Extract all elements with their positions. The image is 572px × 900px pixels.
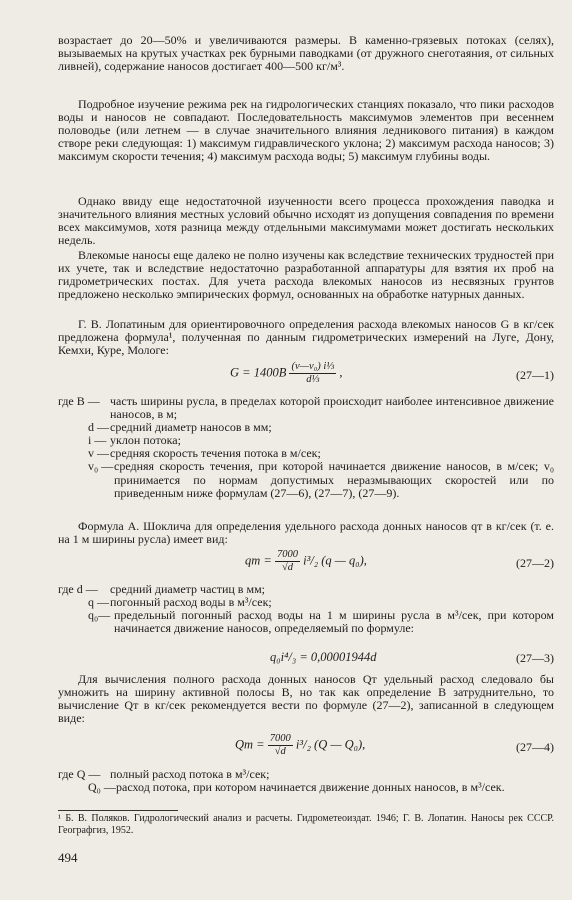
definition-item: где d — средний диаметр частиц в мм; (58, 582, 265, 596)
formula-rhs: i³/₂ (Q — Q₀), (295, 737, 366, 752)
paragraph-3: Однако ввиду еще недостаточной изученности всего процесса прохождения паводка и значительного влияния местных условий обычно исходят из допущения совпадения по времени всех максимумов, хотя разница между отдельными максимумами может достигать нескольких недель. (58, 194, 554, 248)
paragraph-2: Подробное изучение режима рек на гидрологических станциях показало, что пики расходов воды и наносов не совпадают. Последовательность максимумов элементов при весеннем половодье (или летнем — в случае значительного влияния ледникового питания) в каждом створе реки следующая: 1) максимум гидравлического уклона; 2) максимум расхода наносов; 3) максимум скорости течения; 4) максимум расхода воды; 5) максимум глубины воды. (58, 97, 554, 164)
definition-item: где Q — полный расход потока в м³/сек; (58, 767, 270, 781)
formula-lhs: qт = (245, 553, 272, 568)
formula-denominator: √d (281, 562, 293, 573)
formula-lhs: Qт = (235, 737, 265, 752)
footnote-divider (58, 810, 178, 811)
definitions-block-1 (58, 395, 554, 500)
definition-item: d — средний диаметр наносов в мм; (88, 420, 272, 435)
paragraph-1: возрастает до 20—50% и увеличиваются размеры. В каменно-грязевых потоках (селях), вызываемых на крутых участках рек бурными паводками (от дружного снеготаяния, от сильных ливней), содержание наносов достигает 400—500 кг/м³. (58, 33, 554, 74)
formula-27-4 (235, 733, 365, 758)
definition-item: Q₀ — расход потока, при котором начинается движение донных наносов, в м³/сек. (88, 780, 505, 795)
paragraph-5: Г. В. Лопатиным для ориентировочного определения расхода влекомых наносов G в кг/сек предложена формула¹, полученная по данным гидрометрических измерений на Луге, Дону, Кемхи, Куре, Мологе: (58, 317, 554, 358)
equation-number: (27—2) (516, 556, 554, 570)
formula-fraction (289, 361, 336, 386)
footnote: ¹ Б. В. Поляков. Гидрологический анализ и расчеты. Гидрометеоиздат. 1946; Г. В. Лопатин. Наносы рек СССР. Географгиз, 1952. (58, 813, 554, 836)
page-number: 494 (58, 850, 78, 865)
definition-item: q₀— предельный погонный расход воды на 1 м ширины русла в м³/сек, при котором начинается движение наносов, определяемый по формуле: (88, 608, 554, 636)
definitions-block-2 (58, 583, 554, 635)
formula-lhs: G = 1400B (230, 365, 287, 380)
formula-fraction (275, 549, 300, 574)
formula-27-2 (245, 549, 367, 574)
formula-tail: , (339, 365, 343, 380)
definition-item: v — средняя скорость течения потока в м/сек; (88, 446, 321, 461)
formula-numerator: 7000 (276, 549, 298, 560)
formula-rhs: i³/₂ (q — q₀), (303, 553, 367, 568)
formula-numerator: (v—v₀) i⅓ (291, 361, 335, 372)
definition-item: i — уклон потока; (88, 433, 181, 448)
formula-27-3: q₀i⁴/₃ = 0,00001944d (270, 650, 377, 664)
formula-denominator: d⅓ (306, 374, 320, 385)
paragraph-7: Для вычисления полного расхода донных наносов Qт удельный расход следовало бы умножить на ширину активной полосы B, но так как определение B затруднительно, то вычисление Qт в кг/сек рекомендуется вести по формуле (27—2), записанной в следующем виде: (58, 672, 554, 726)
formula-fraction (268, 733, 293, 758)
paragraph-4: Влекомые наносы еще далеко не полно изучены как вследствие технических трудностей при их учете, так и вследствие недостаточно разработанной аппаратуры для взятия их проб на гидрометрических постах. Для учета расхода влекомых наносов из несвязных грунтов предложено несколько эмпирических формул, основанных на обработке натурных данных. (58, 248, 554, 302)
definitions-block-3 (58, 768, 554, 794)
definition-item: q — погонный расход воды в м³/сек; (88, 595, 272, 610)
definition-item: где B — часть ширины русла, в пределах которой происходит наиболее интенсивное движение наносов, в м; (58, 394, 554, 422)
formula-denominator: √d (274, 746, 286, 757)
paragraph-6: Формула А. Шоклича для определения удельного расхода донных наносов qт в кг/сек (т. е. на 1 м ширины русла) имеет вид: (58, 519, 554, 547)
equation-number: (27—1) (516, 368, 554, 382)
equation-number: (27—4) (516, 740, 554, 754)
formula-numerator: 7000 (269, 733, 291, 744)
equation-number: (27—3) (516, 651, 554, 665)
definition-item: v₀ — средняя скорость течения, при которой начинается движение наносов, в м/сек; v₀ принимается по нормам допустимых неразмывающих скоростей или по приведенным ниже формулам (27—6), (27—7), (27—9). (88, 459, 554, 500)
formula-27-1 (230, 361, 342, 386)
